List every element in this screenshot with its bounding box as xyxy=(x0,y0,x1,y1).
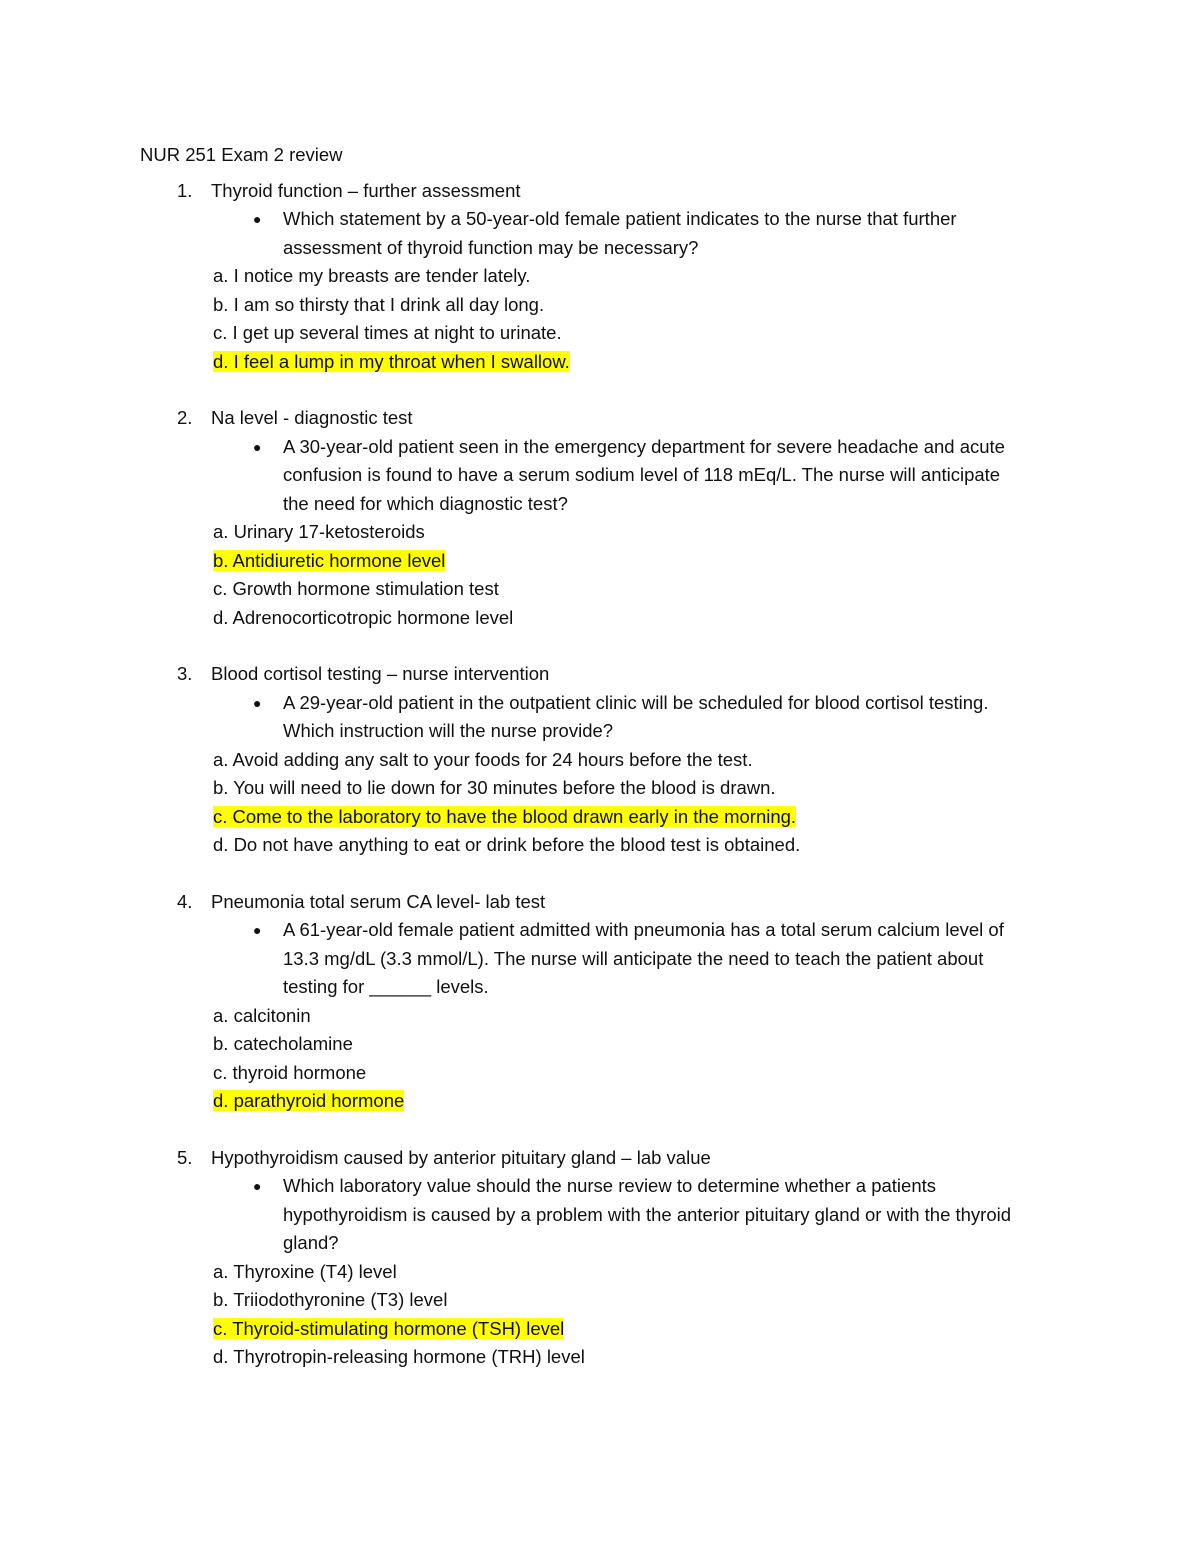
answer-option-text: d. Do not have anything to eat or drink before the blood test is obtained. xyxy=(213,834,801,855)
question-4 xyxy=(140,888,1060,1116)
answer-option-text: c. I get up several times at night to urinate. xyxy=(213,322,562,343)
question-stem-text: A 30-year-old patient seen in the emergency department for severe headache and acute confusion is found to have a serum sodium level of 118 mEq/L. The nurse will anticipate the need for which diagnostic test? xyxy=(283,435,1005,514)
question-stem xyxy=(140,433,1060,519)
question-number: 2. xyxy=(177,407,193,428)
answer-option-c xyxy=(140,319,1060,348)
question-header xyxy=(140,660,1060,689)
highlighted-answer: c. Come to the laboratory to have the blood drawn early in the morning. xyxy=(213,805,797,827)
answer-option-d xyxy=(140,348,1060,377)
bullet-icon: ● xyxy=(253,694,262,711)
answer-option-text: a. Urinary 17-ketosteroids xyxy=(213,521,425,542)
highlighted-answer: d. parathyroid hormone xyxy=(213,1090,405,1111)
answer-option-text: d. Thyrotropin-releasing hormone (TRH) level xyxy=(213,1346,585,1367)
question-3 xyxy=(140,660,1060,860)
answer-option-a xyxy=(140,518,1060,547)
answer-option-b xyxy=(140,1030,1060,1059)
question-header xyxy=(140,1144,1060,1173)
question-5 xyxy=(140,1144,1060,1372)
answer-option-d xyxy=(140,831,1060,860)
answer-option-text: d. Adrenocorticotropic hormone level xyxy=(213,606,514,628)
bullet-icon: ● xyxy=(253,438,262,455)
question-1 xyxy=(140,177,1060,377)
question-number: 1. xyxy=(177,179,193,201)
question-stem xyxy=(140,916,1060,1002)
answer-option-c xyxy=(140,803,1060,832)
answer-option-c xyxy=(140,1059,1060,1088)
question-stem xyxy=(140,689,1060,746)
answer-option-d xyxy=(140,604,1060,633)
answer-option-b xyxy=(140,1286,1060,1315)
question-topic: Na level - diagnostic test xyxy=(211,407,413,428)
question-2 xyxy=(140,404,1060,632)
highlighted-answer: b. Antidiuretic hormone level xyxy=(213,549,446,571)
question-stem-text: A 29-year-old patient in the outpatient clinic will be scheduled for blood cortisol testing. Which instruction will the nurse provide? xyxy=(283,691,989,741)
answer-option-text: a. Avoid adding any salt to your foods for 24 hours before the test. xyxy=(213,748,753,770)
question-topic: Hypothyroidism caused by anterior pituitary gland – lab value xyxy=(211,1146,711,1168)
highlighted-answer: d. I feel a lump in my throat when I swallow. xyxy=(213,350,570,372)
question-number: 3. xyxy=(177,663,193,684)
question-topic: Thyroid function – further assessment xyxy=(211,179,521,201)
answer-option-c xyxy=(140,575,1060,604)
answer-option-a xyxy=(140,262,1060,291)
highlighted-answer: c. Thyroid-stimulating hormone (TSH) level xyxy=(213,1317,565,1339)
answer-option-text: a. calcitonin xyxy=(213,1004,311,1026)
question-stem xyxy=(140,205,1060,262)
answer-option-a xyxy=(140,746,1060,775)
question-topic: Pneumonia total serum CA level- lab test xyxy=(211,890,546,912)
bullet-icon: ● xyxy=(253,1178,262,1194)
answer-option-b xyxy=(140,774,1060,803)
document-title: NUR 251 Exam 2 review xyxy=(140,144,343,165)
answer-option-a xyxy=(140,1002,1060,1031)
answer-option-a xyxy=(140,1258,1060,1287)
answer-option-text: a. Thyroxine (T4) level xyxy=(213,1260,397,1282)
answer-option-d xyxy=(140,1087,1060,1116)
answer-option-c xyxy=(140,1315,1060,1344)
answer-option-text: c. Growth hormone stimulation test xyxy=(213,578,499,599)
bullet-icon: ● xyxy=(253,211,262,227)
question-number: 5. xyxy=(177,1146,193,1168)
answer-option-text: a. I notice my breasts are tender lately. xyxy=(213,265,531,286)
document-body xyxy=(140,141,1060,1400)
question-stem-text: Which statement by a 50-year-old female patient indicates to the nurse that further assessment of thyroid function may be necessary? xyxy=(283,208,957,258)
answer-option-text: b. I am so thirsty that I drink all day long. xyxy=(213,293,545,315)
answer-option-text: c. thyroid hormone xyxy=(213,1061,367,1083)
question-stem-text: A 61-year-old female patient admitted with pneumonia has a total serum calcium level of 13.3 mg/dL (3.3 mmol/L). The nurse will anticipate the need to teach the patient about testing for ______ levels. xyxy=(283,919,1004,997)
answer-option-text: b. catecholamine xyxy=(213,1033,353,1054)
question-number: 4. xyxy=(177,890,193,912)
question-stem xyxy=(140,1172,1060,1258)
question-header xyxy=(140,404,1060,433)
answer-option-text: b. You will need to lie down for 30 minutes before the blood is drawn. xyxy=(213,777,776,798)
answer-option-b xyxy=(140,547,1060,576)
question-header xyxy=(140,177,1060,206)
answer-option-text: b. Triiodothyronine (T3) level xyxy=(213,1289,448,1310)
question-header xyxy=(140,888,1060,917)
answer-option-b xyxy=(140,291,1060,320)
question-stem-text: Which laboratory value should the nurse review to determine whether a patients hypothyroidism is caused by a problem with the anterior pituitary gland or with the thyroid gland? xyxy=(283,1175,1012,1253)
question-topic: Blood cortisol testing – nurse intervention xyxy=(211,663,550,684)
bullet-icon: ● xyxy=(253,922,262,938)
answer-option-d xyxy=(140,1343,1060,1372)
